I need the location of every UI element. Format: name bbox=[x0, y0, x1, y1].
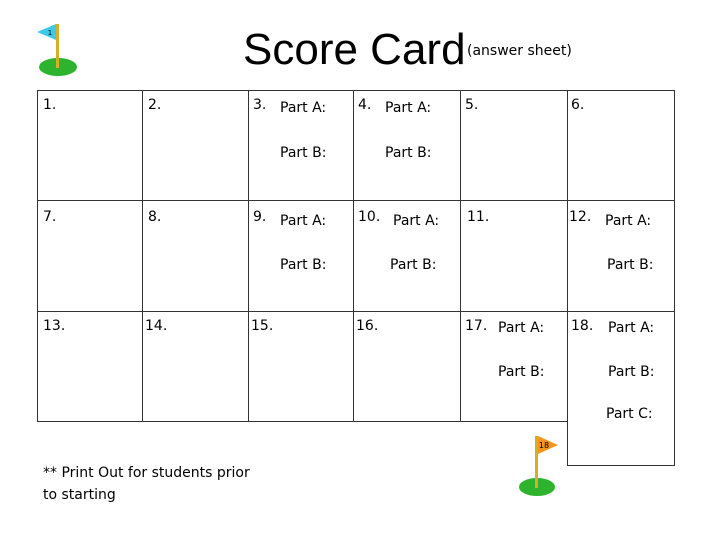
question-18-part-a: Part A: bbox=[608, 320, 655, 336]
question-18-part-c: Part C: bbox=[606, 406, 653, 422]
flag-start-number: 1 bbox=[47, 29, 53, 37]
grid-top-border bbox=[37, 90, 675, 91]
question-2: 2. bbox=[148, 97, 162, 113]
question-4-part-a: Part A: bbox=[385, 100, 432, 116]
question-3-part-a: Part A: bbox=[280, 100, 327, 116]
question-10: 10. bbox=[358, 209, 381, 225]
grid-col-divider-2 bbox=[248, 90, 249, 421]
question-18-part-b: Part B: bbox=[608, 364, 655, 380]
question-16: 16. bbox=[356, 318, 379, 334]
grid-bottom-border bbox=[37, 421, 567, 422]
question-6: 6. bbox=[571, 97, 585, 113]
question-17-part-b: Part B: bbox=[498, 364, 545, 380]
question-7: 7. bbox=[43, 209, 57, 225]
grid-col-divider-4 bbox=[460, 90, 461, 421]
grid-col-divider-1 bbox=[142, 90, 143, 421]
question-4-part-b: Part B: bbox=[385, 145, 432, 161]
question-13: 13. bbox=[43, 318, 66, 334]
grid-left-border bbox=[37, 90, 38, 421]
question-3-part-b: Part B: bbox=[280, 145, 327, 161]
golf-flag-end-icon bbox=[518, 430, 568, 500]
question-8: 8. bbox=[148, 209, 162, 225]
question-12-part-b: Part B: bbox=[607, 257, 654, 273]
print-note: ** Print Out for students prior to starting bbox=[43, 465, 250, 503]
grid-row-divider-2 bbox=[37, 311, 675, 312]
question-17-part-a: Part A: bbox=[498, 320, 545, 336]
grid-col-divider-3 bbox=[353, 90, 354, 421]
question-9-part-b: Part B: bbox=[280, 257, 327, 273]
grid-row-divider-1 bbox=[37, 200, 675, 201]
page-title: Score Card bbox=[243, 25, 466, 74]
question-10-part-b: Part B: bbox=[390, 257, 437, 273]
question-3: 3. bbox=[253, 97, 267, 113]
grid-col-divider-5 bbox=[567, 90, 568, 465]
grid-last-cell-bottom bbox=[567, 465, 675, 466]
question-17: 17. bbox=[465, 318, 488, 334]
question-15: 15. bbox=[251, 318, 274, 334]
question-1: 1. bbox=[43, 97, 57, 113]
question-9-part-a: Part A: bbox=[280, 213, 327, 229]
question-10-part-a: Part A: bbox=[393, 213, 440, 229]
grid-right-border bbox=[674, 90, 675, 465]
question-5: 5. bbox=[465, 97, 479, 113]
question-9: 9. bbox=[253, 209, 267, 225]
flag-end-number: 18 bbox=[538, 441, 550, 450]
question-11: 11. bbox=[467, 209, 490, 225]
golf-flag-start-icon bbox=[30, 16, 80, 80]
question-4: 4. bbox=[358, 97, 372, 113]
question-12-part-a: Part A: bbox=[605, 213, 652, 229]
question-14: 14. bbox=[145, 318, 168, 334]
question-18: 18. bbox=[571, 318, 594, 334]
question-12: 12. bbox=[569, 209, 592, 225]
page-subtitle: (answer sheet) bbox=[467, 43, 572, 59]
